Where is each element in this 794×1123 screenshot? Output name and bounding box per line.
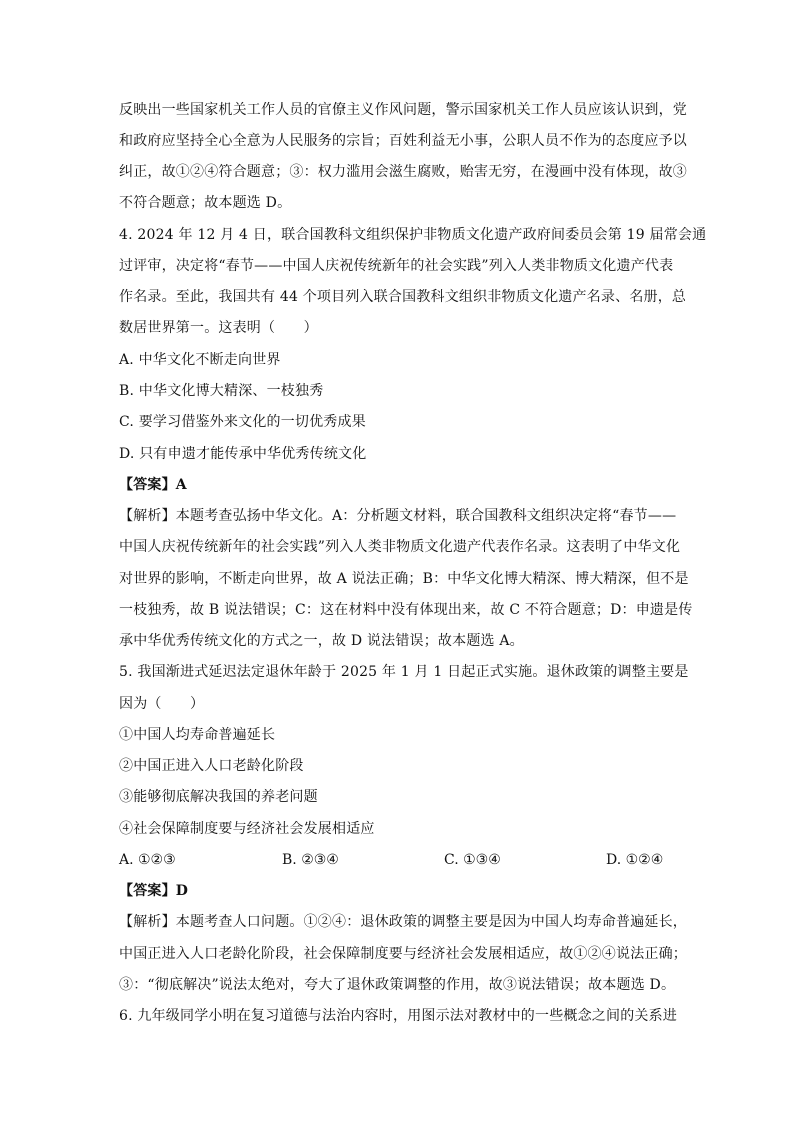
question-4-stem: 4. 2024 年 12 月 4 日，联合国教科文组织保护非物质文化遗产政府间委员会第 19 届常会通 xyxy=(119,227,707,243)
text-line: 和政府应坚持全心全意为人民服务的宗旨；百姓利益无小事，公职人员不作为的态度应予以 xyxy=(119,133,687,149)
statement-2: ②中国正进入人口老龄化阶段 xyxy=(119,758,304,774)
text-line: 反映出一些国家机关工作人员的官僚主义作风问题，警示国家机关工作人员应该认识到，党 xyxy=(119,102,687,118)
text-line: 数居世界第一。这表明（ ） xyxy=(119,320,318,336)
text-line: 过评审，决定将“春节——中国人庆祝传统新年的社会实践”列入人类非物质文化遗产代表 xyxy=(119,258,674,274)
answer-label: 【答案】A xyxy=(119,477,187,493)
option-c: C. 要学习借鉴外来文化的一切优秀成果 xyxy=(119,414,366,430)
text-line: 纠正，故①②④符合题意；③：权力滥用会滋生腐败，贻害无穷，在漫画中没有体现，故③ xyxy=(119,164,687,180)
answer-label: 【答案】D xyxy=(119,883,189,899)
option-d: D. ①②④ xyxy=(606,852,664,868)
analysis-line: 【解析】本题考查人口问题。①②④：退休政策的调整主要是因为中国人均寿命普遍延长， xyxy=(119,914,687,930)
statement-1: ①中国人均寿命普遍延长 xyxy=(119,727,276,743)
question-5-stem: 5. 我国渐进式延迟法定退休年龄于 2025 年 1 月 1 日起正式实施。退休政策的调整主要是 xyxy=(119,664,689,680)
text-line: 承中华优秀传统文化的方式之一，故 D 说法错误；故本题选 A。 xyxy=(119,633,524,649)
text-line: 不符合题意；故本题选 D。 xyxy=(119,195,292,211)
option-b: B. 中华文化博大精深、一枝独秀 xyxy=(119,383,324,399)
option-c: C. ①③④ xyxy=(444,852,501,868)
statement-4: ④社会保障制度要与经济社会发展相适应 xyxy=(119,821,375,837)
text-line: 中国正进入人口老龄化阶段，社会保障制度要与经济社会发展相适应，故①②④说法正确； xyxy=(119,946,687,962)
option-a: A. 中华文化不断走向世界 xyxy=(119,352,281,368)
option-d: D. 只有申遗才能传承中华优秀传统文化 xyxy=(119,446,367,462)
option-b: B. ②③④ xyxy=(282,852,339,868)
statement-3: ③能够彻底解决我国的养老问题 xyxy=(119,789,318,805)
text-line: 一枝独秀，故 B 说法错误；C：这在材料中没有体现出来，故 C 不符合题意；D：申遗是传 xyxy=(119,602,693,618)
text-line: 因为（ ） xyxy=(119,696,205,712)
text-line: ③：“彻底解决”说法太绝对，夸大了退休政策调整的作用，故③说法错误；故本题选 D。 xyxy=(119,977,676,993)
text-line: 对世界的影响，不断走向世界，故 A 说法正确；B：中华文化博大精深、博大精深，但不是 xyxy=(119,571,689,587)
question-6-stem: 6. 九年级同学小明在复习道德与法治内容时，用图示法对教材中的一些概念之间的关系进 xyxy=(119,1008,678,1024)
text-line: 作名录。至此，我国共有 44 个项目列入联合国教科文组织非物质文化遗产名录、名册，总 xyxy=(119,289,687,305)
text-line: 中国人庆祝传统新年的社会实践”列入人类非物质文化遗产代表作名录。这表明了中华文化 xyxy=(119,539,681,555)
option-a: A. ①②③ xyxy=(119,852,176,868)
analysis-line: 【解析】本题考查弘扬中华文化。A：分析题文材料，联合国教科文组织决定将“春节—— xyxy=(119,508,677,524)
